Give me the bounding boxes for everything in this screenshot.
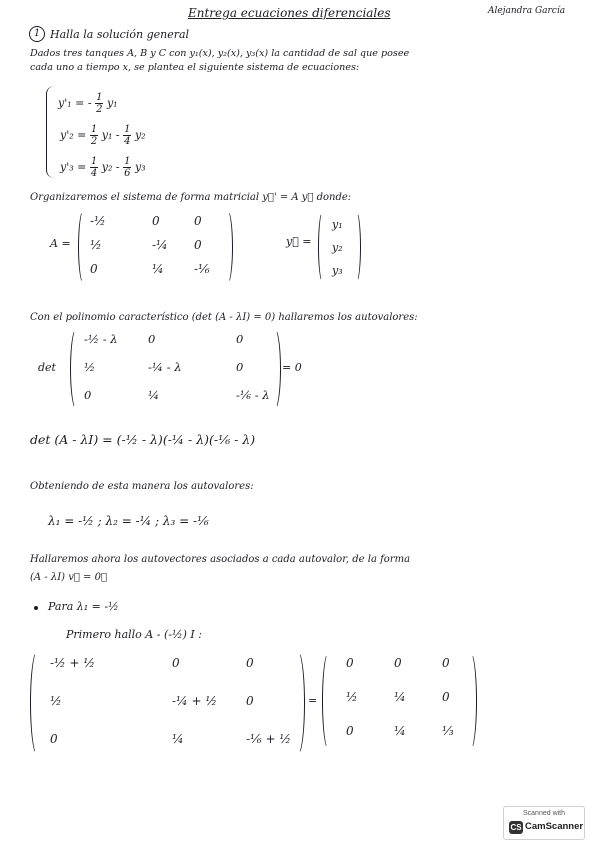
scanned-with-text: Scanned with <box>522 810 566 817</box>
eigen-equals: = <box>308 694 318 707</box>
eigen-matrix-cell-1-2: 0 <box>172 656 180 670</box>
charpoly-text: Con el polinomio característico (det (A - λI) = 0) hallaremos los autovalores: <box>30 312 418 323</box>
eigen-matrix-left-paren <box>30 650 45 756</box>
camscanner-name: CamScanner <box>525 821 584 832</box>
vector-y-3: y₃ <box>332 264 343 277</box>
det-matrix-cell-3-1: 0 <box>84 388 92 402</box>
vector-y-1: y₁ <box>332 218 343 231</box>
matrix-A-label: A = <box>50 237 71 250</box>
system-brace <box>46 86 55 178</box>
det-expansion: det (A - λI) = (-½ - λ)(-¼ - λ)(-⅙ - λ) <box>30 432 256 447</box>
result-matrix-cell-3-2: ¼ <box>394 724 406 738</box>
det-matrix-cell-2-1: ½ <box>84 360 96 374</box>
eigen-matrix-right-paren <box>290 650 305 756</box>
eq1-rhs: y₁ <box>106 96 118 110</box>
page-title: Entrega ecuaciones diferenciales <box>188 6 391 20</box>
matrix-form-text: Organizaremos el sistema de forma matricial y⃗' = A y⃗ donde: <box>30 192 352 203</box>
det-matrix-left-paren <box>70 328 83 410</box>
det-matrix-cell-3-2: ¼ <box>148 388 160 402</box>
vector-y-right-paren <box>352 212 361 282</box>
eq2-rhs: y₂ <box>134 128 146 142</box>
matrix-A-cell-3-1: 0 <box>90 262 98 276</box>
result-matrix-right-paren <box>464 652 477 750</box>
camscanner-badge <box>503 806 585 840</box>
det-equals-zero: = 0 <box>282 361 302 374</box>
step-text: Primero hallo A - (-½) I : <box>66 628 202 641</box>
result-matrix-cell-2-2: ¼ <box>394 690 406 704</box>
eigenvalues-list: λ₁ = -½ ; λ₂ = -¼ ; λ₃ = -⅙ <box>48 514 209 528</box>
result-matrix-cell-1-1: 0 <box>346 656 354 670</box>
eigen-matrix-cell-3-2: ¼ <box>172 732 184 746</box>
vector-y-left-paren <box>318 212 327 282</box>
eigen-matrix-cell-1-1: -½ + ½ <box>50 656 95 670</box>
eq2-mid: y₁ - <box>101 128 120 142</box>
vector-y-2: y₂ <box>332 241 343 254</box>
det-matrix-cell-2-3: 0 <box>236 360 244 374</box>
eigen-matrix-cell-3-3: -⅙ + ½ <box>246 732 291 746</box>
det-matrix-cell-2-2: -¼ - λ <box>148 360 182 374</box>
section-number: 1 <box>29 26 45 42</box>
eigen-matrix-cell-2-3: 0 <box>246 694 254 708</box>
case-bullet <box>34 606 38 610</box>
eq3-fraction-1: $\frac{1}{4}$ <box>90 156 98 179</box>
det-matrix-cell-1-3: 0 <box>236 332 244 346</box>
eigen-matrix-cell-2-2: -¼ + ½ <box>172 694 217 708</box>
result-matrix-cell-3-3: ⅓ <box>442 724 454 738</box>
equation-1 <box>58 92 118 115</box>
intro-line-2: cada uno a tiempo x, se plantea el siguiente sistema de ecuaciones: <box>30 62 360 73</box>
section-heading: Halla la solución general <box>50 28 190 41</box>
eq3-rhs: y₃ <box>134 160 146 174</box>
eq2-fraction-2: $\frac{1}{4}$ <box>124 124 131 147</box>
result-matrix-cell-3-1: 0 <box>346 724 354 738</box>
eq2-fraction-1: $\frac{1}{2}$ <box>90 124 98 147</box>
matrix-A-right-paren <box>222 210 233 284</box>
vector-y-label: y⃗ = <box>286 235 312 248</box>
eq2-lhs: y'₂ = <box>60 128 87 142</box>
det-matrix-cell-3-3: -⅙ - λ <box>236 388 270 402</box>
matrix-A-cell-1-3: 0 <box>194 214 202 228</box>
eigen-matrix-cell-3-1: 0 <box>50 732 58 746</box>
det-matrix-right-paren <box>268 328 281 410</box>
det-label: det <box>38 361 56 374</box>
camscanner-logo-icon: CS <box>510 823 522 832</box>
matrix-A-cell-1-1: -½ <box>90 214 106 228</box>
matrix-A-cell-1-2: 0 <box>152 214 160 228</box>
result-matrix-cell-1-2: 0 <box>394 656 402 670</box>
eq1-lhs: y'₁ = - <box>58 96 92 110</box>
result-matrix-cell-2-3: 0 <box>442 690 450 704</box>
eq3-mid: y₂ - <box>101 160 120 174</box>
eigen-matrix-cell-1-3: 0 <box>246 656 254 670</box>
matrix-A-cell-2-2: -¼ <box>152 238 168 252</box>
eq1-fraction: $\frac{1}{2}$ <box>96 92 103 115</box>
matrix-A-cell-2-3: 0 <box>194 238 202 252</box>
eq3-lhs: y'₃ = <box>60 160 87 174</box>
intro-line-1: Dados tres tanques A, B y C con y₁(x), y₂(x), y₃(x) la cantidad de sal que posee <box>30 48 410 59</box>
equation-3 <box>60 156 146 179</box>
det-matrix-cell-1-2: 0 <box>148 332 156 346</box>
case-1-label: Para λ₁ = -½ <box>48 600 119 613</box>
eigenvectors-text-1: Hallaremos ahora los autovectores asociados a cada autovalor, de la forma <box>30 554 411 565</box>
equation-2 <box>60 124 146 147</box>
matrix-A-cell-3-2: ¼ <box>152 262 164 276</box>
eigenvalues-text: Obteniendo de esta manera los autovalores: <box>30 481 254 492</box>
matrix-A-left-paren <box>78 210 89 284</box>
matrix-A-cell-3-3: -⅙ <box>194 262 210 276</box>
det-matrix-cell-1-1: -½ - λ <box>84 332 118 346</box>
eq3-fraction-2: $\frac{1}{6}$ <box>124 156 131 179</box>
matrix-A-cell-2-1: ½ <box>90 238 102 252</box>
eigen-matrix-cell-2-1: ½ <box>50 694 62 708</box>
eigenvectors-text-2: (A - λI) v⃗ = 0⃗ <box>30 572 107 583</box>
result-matrix-left-paren <box>322 652 335 750</box>
result-matrix-cell-2-1: ½ <box>346 690 358 704</box>
author-name: Alejandra García <box>488 6 566 16</box>
result-matrix-cell-1-3: 0 <box>442 656 450 670</box>
